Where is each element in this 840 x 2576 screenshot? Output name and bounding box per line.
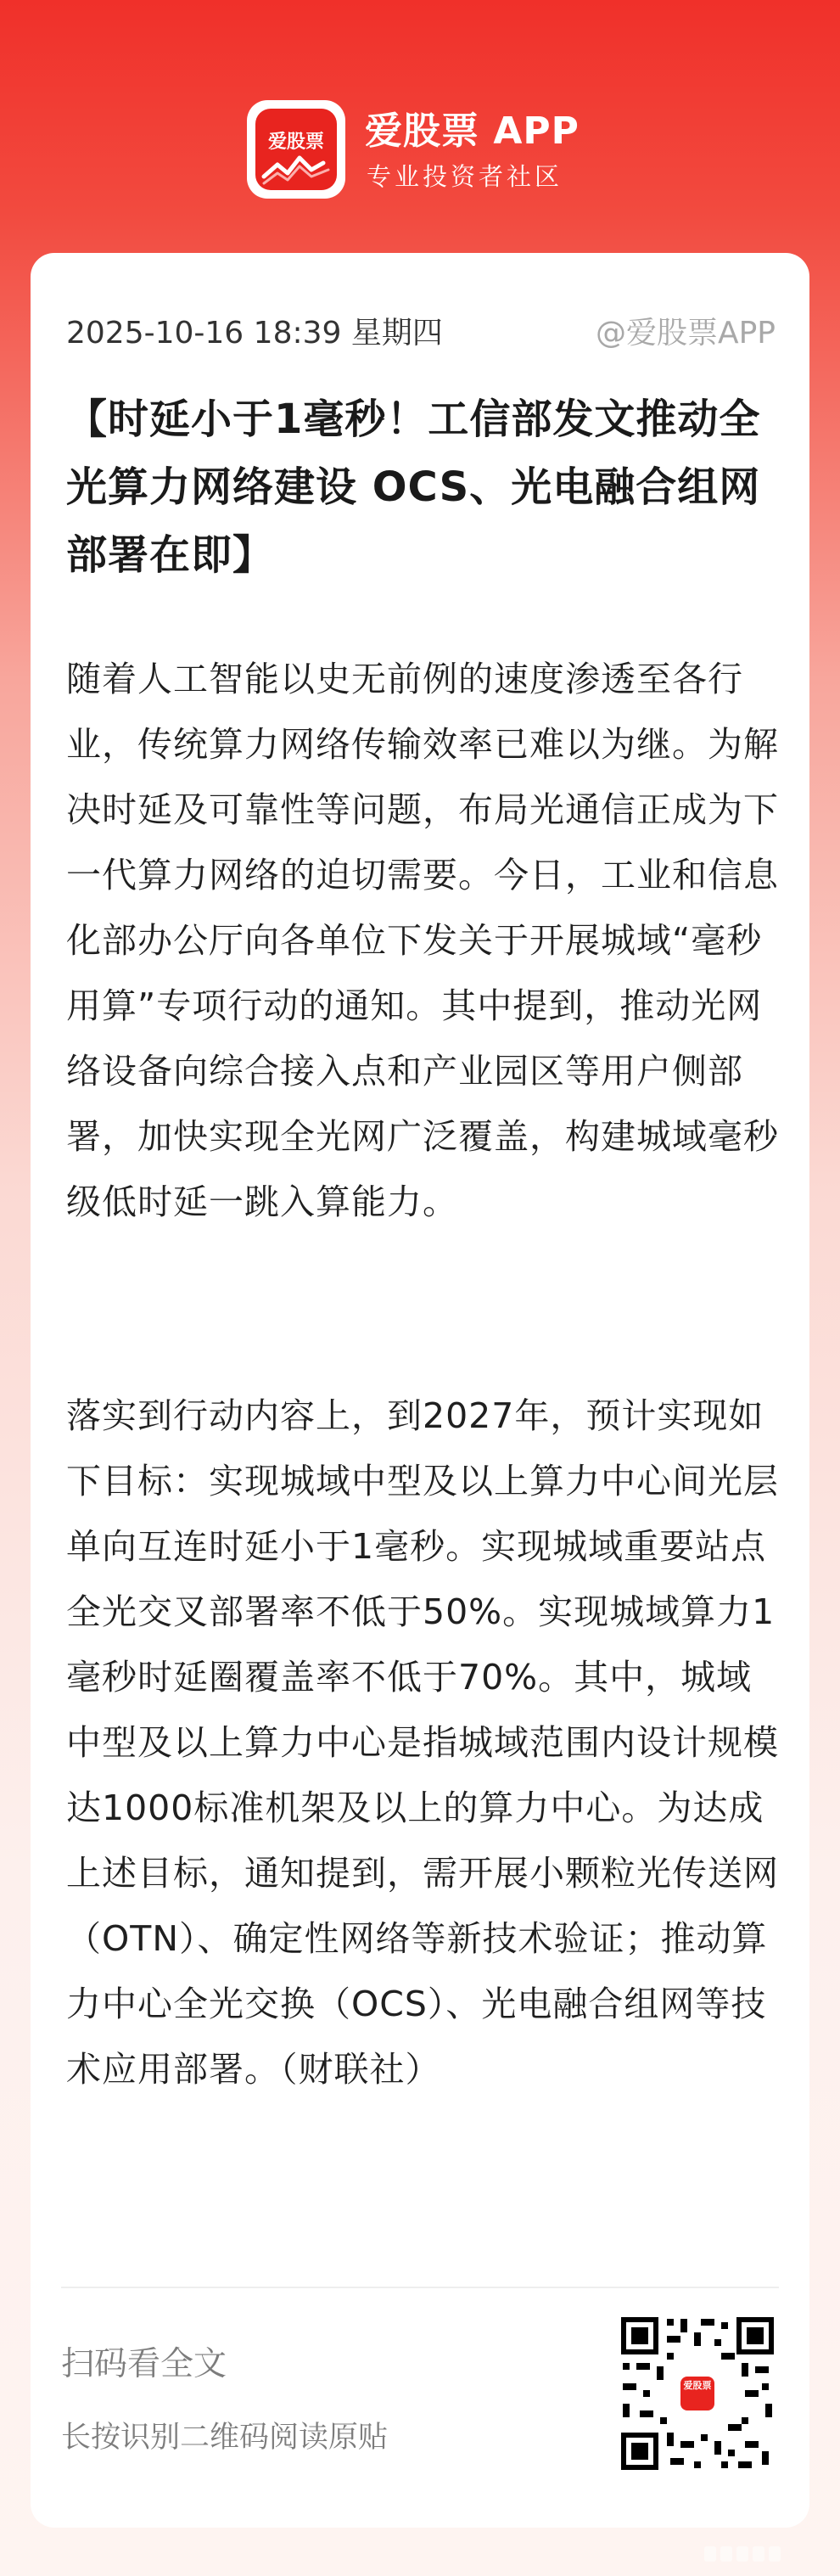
app-logo: [247, 100, 345, 199]
brand-title: 爱股票 APP: [365, 109, 580, 153]
qr-code[interactable]: [618, 2314, 777, 2473]
app-header: [0, 0, 840, 255]
logo-text: 爱股票: [267, 132, 324, 153]
article-paragraph-1: 随着人工智能以史无前例的速度渗透至各行业，传统算力网络传输效率已难以为继。为解决时延及可靠性等问题，布局光通信正成为下一代算力网络的迫切需要。今日，工业和信息化部办公厅向各单位下发关于开展城域“毫秒用算”专项行动的通知。其中提到，推动光网络设备向综合接入点和产业园区等用户侧部署，加快实现全光网广泛覆盖，构建城域毫秒级低时延一跳入算能力。: [66, 659, 779, 1222]
scan-prompt-subtitle: 长按识别二维码阅读原贴: [61, 2421, 389, 2455]
article-card: [31, 253, 809, 2528]
source-handle[interactable]: @爱股票APP: [595, 316, 776, 351]
publish-datetime: 2025-10-16 18:39 星期四: [66, 316, 443, 351]
article-headline: 【时延小于1毫秒！工信部发文推动全光算力网络建设 OCS、光电融合组网部署在即】: [66, 396, 761, 579]
chart-line-icon: [260, 151, 332, 185]
qr-logo-badge: [677, 2373, 718, 2414]
watermark: [704, 2546, 798, 2562]
article-paragraph-2: 落实到行动内容上，到2027年，预计实现如下目标：实现城域中型及以上算力中心间光层单向互连时延小于1毫秒。实现城域重要站点全光交叉部署率不低于50%。实现城域算力1毫秒时延圈覆盖率不低于70%。其中，城域中型及以上算力中心是指城域范围内设计规模达1000标准机架及以上的算力中心。为达成上述目标，通知提到，需开展小颗粒光传送网（OTN）、确定性网络等新技术验证；推动算力中心全光交换（OCS）、光电融合组网等技术应用部署。（财联社）: [66, 1395, 779, 2090]
qr-badge-text: 爱股票: [680, 2377, 714, 2410]
divider: [61, 2287, 779, 2288]
brand-subtitle: 专业投资者社区: [367, 162, 563, 191]
scan-prompt-title: 扫码看全文: [61, 2345, 227, 2383]
